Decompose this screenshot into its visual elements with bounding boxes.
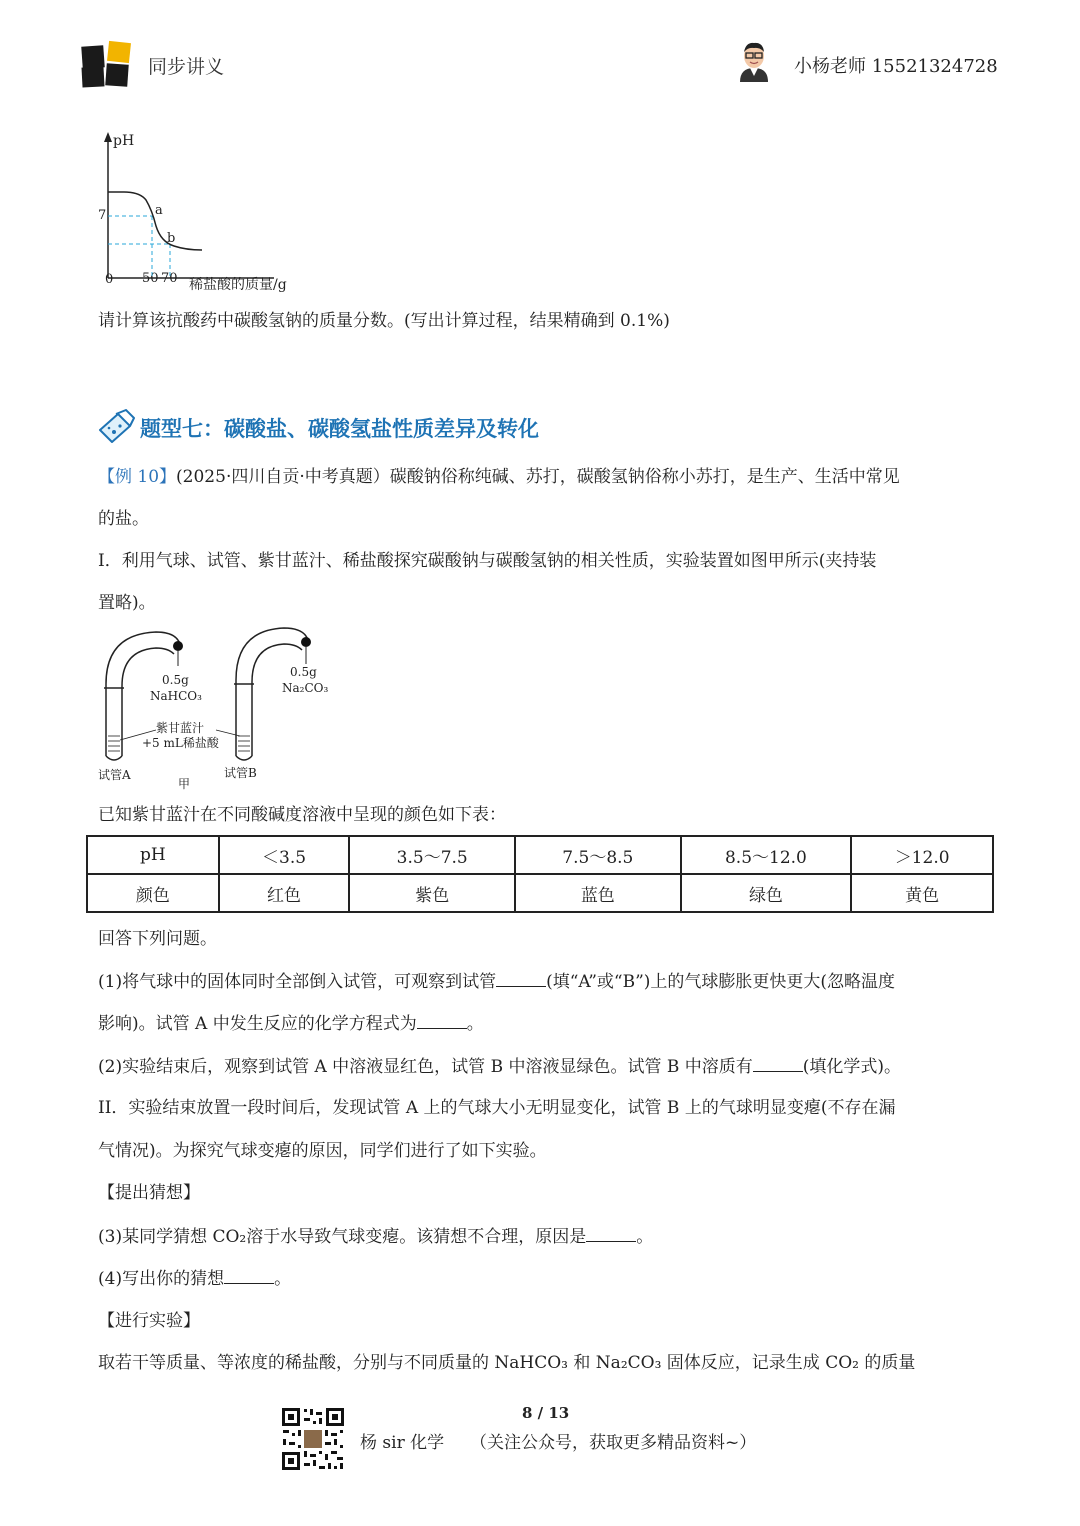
table-cell: 红色 [219, 874, 350, 912]
x-tick-50: 50 [142, 271, 159, 286]
color-table [86, 835, 994, 913]
part1-line-2: 置略)。 [98, 593, 156, 613]
table-cell: 8.5～12.0 [681, 836, 852, 874]
table-cell: 3.5～7.5 [349, 836, 515, 874]
x-tick-0: 0 [105, 272, 114, 287]
question-3 [98, 1225, 653, 1248]
table-cell: 7.5～8.5 [515, 836, 681, 874]
heading-experiment: 【进行实验】 [98, 1311, 200, 1331]
y-axis-arrow [104, 132, 112, 142]
tube-a-label: 试管A [98, 768, 131, 782]
table-intro: 已知紫甘蓝汁在不同酸碱度溶液中呈现的颜色如下表： [98, 805, 506, 825]
point-b-label: b [167, 231, 176, 246]
balloon-a-knot [173, 641, 183, 651]
table-cell: 颜色 [87, 874, 219, 912]
question-1-line-2 [98, 1012, 484, 1035]
x-axis-label: 稀盐酸的质量/g [189, 277, 287, 293]
figure-label: 甲 [178, 777, 191, 791]
footer-name: 杨 sir 化学 [360, 1433, 445, 1453]
table-cell: 黄色 [851, 874, 993, 912]
tube-a-solid: NaHCO₃ [150, 689, 202, 703]
part2-line-2: 气情况)。为探究气球变瘪的原因，同学们进行了如下实验。 [98, 1141, 547, 1161]
answer-prompt: 回答下列问题。 [98, 929, 217, 949]
heading-guess: 【提出猜想】 [98, 1183, 200, 1203]
tube-b-solid: Na₂CO₃ [282, 681, 329, 695]
flask-icon [96, 408, 136, 446]
y-axis-label: pH [113, 133, 135, 149]
answer-blank [417, 1012, 467, 1029]
q3-text-a: (3)某同学猜想 CO₂溶于水导致气球变瘪。该猜想不合理，原因是 [98, 1227, 587, 1247]
table-cell: 绿色 [681, 874, 852, 912]
q4-text-b: 。 [274, 1269, 292, 1289]
solution-label-2: +5 mL稀盐酸 [142, 736, 219, 750]
answer-blank [753, 1055, 803, 1072]
avatar [734, 38, 774, 84]
apparatus-figure [96, 624, 356, 796]
q2-text-a: (2)实验结束后，观察到试管 A 中溶液显红色，试管 B 中溶液显绿色。试管 B 中溶质有 [98, 1057, 753, 1077]
q3-text-b: 。 [636, 1227, 654, 1247]
balloon-b-knot [301, 637, 311, 647]
part1-line-1: I．利用气球、试管、紫甘蓝汁、稀盐酸探究碳酸钠与碳酸氢钠的相关性质，实验装置如图甲所示(夹持装 [98, 551, 877, 571]
header-title: 同步讲义 [148, 56, 225, 78]
q1-text-b: (填“A”或“B”)上的气球膨胀更快更大(忽略温度 [546, 972, 896, 992]
x-tick-70: 70 [161, 271, 178, 286]
table-cell: ＞12.0 [851, 836, 993, 874]
q1-text-a: (1)将气球中的固体同时全部倒入试管，可观察到试管 [98, 972, 497, 992]
q2-text-b: (填化学式)。 [802, 1057, 902, 1077]
table-cell: ＜3.5 [219, 836, 350, 874]
question-2 [98, 1055, 901, 1078]
answer-blank [224, 1267, 274, 1284]
part2-line-1: II．实验结束放置一段时间后，发现试管 A 上的气球大小无明显变化，试管 B 上的气球明显变瘪(不存在漏 [98, 1098, 896, 1118]
question-1-line-1 [98, 970, 895, 993]
q4-text-a: (4)写出你的猜想 [98, 1269, 225, 1289]
table-cell: 紫色 [349, 874, 515, 912]
q1-text-c: 影响)。试管 A 中发生反应的化学方程式为 [98, 1014, 417, 1034]
table-cell: 蓝色 [515, 874, 681, 912]
section-title: 题型七：碳酸盐、碳酸氢盐性质差异及转化 [140, 417, 539, 441]
page-number: 8 / 13 [522, 1404, 570, 1422]
table-row [87, 874, 993, 912]
point-a-label: a [155, 203, 163, 218]
q1-text-d: 。 [466, 1014, 484, 1034]
example-tag: 【例 10】 [98, 467, 177, 487]
liquid-a [108, 736, 120, 751]
answer-blank [496, 970, 546, 987]
table-row [87, 836, 993, 874]
solution-label-1: 紫甘蓝汁 [156, 721, 205, 735]
table-cell: pH [87, 836, 219, 874]
example-line-1 [98, 466, 900, 488]
example-text-1: (2025·四川自贡·中考真题）碳酸钠俗称纯碱、苏打，碳酸氢钠俗称小苏打，是生产、生活中常见 [176, 467, 900, 487]
y-tick-7: 7 [98, 208, 107, 223]
qr-code-icon [280, 1406, 346, 1472]
ph-graph [94, 128, 324, 298]
example-line-2: 的盐。 [98, 509, 149, 529]
answer-blank [586, 1225, 636, 1242]
question-prompt: 请计算该抗酸药中碳酸氢钠的质量分数。(写出计算过程，结果精确到 0.1%) [98, 311, 670, 331]
liquid-b [238, 736, 250, 751]
teacher-contact: 小杨老师 15521324728 [794, 56, 998, 77]
ph-curve [108, 192, 202, 250]
experiment-line: 取若干等质量、等浓度的稀盐酸，分别与不同质量的 NaHCO₃ 和 Na₂CO₃ 固体反应，记录生成 CO₂ 的质量 [98, 1353, 916, 1373]
tube-b-label: 试管B [224, 766, 257, 780]
footer-note: （关注公众号，获取更多精品资料~） [470, 1433, 757, 1453]
logo-icon [80, 40, 136, 90]
question-4 [98, 1267, 291, 1290]
tube-a-mass: 0.5g [162, 673, 189, 687]
tube-b-mass: 0.5g [290, 665, 317, 679]
